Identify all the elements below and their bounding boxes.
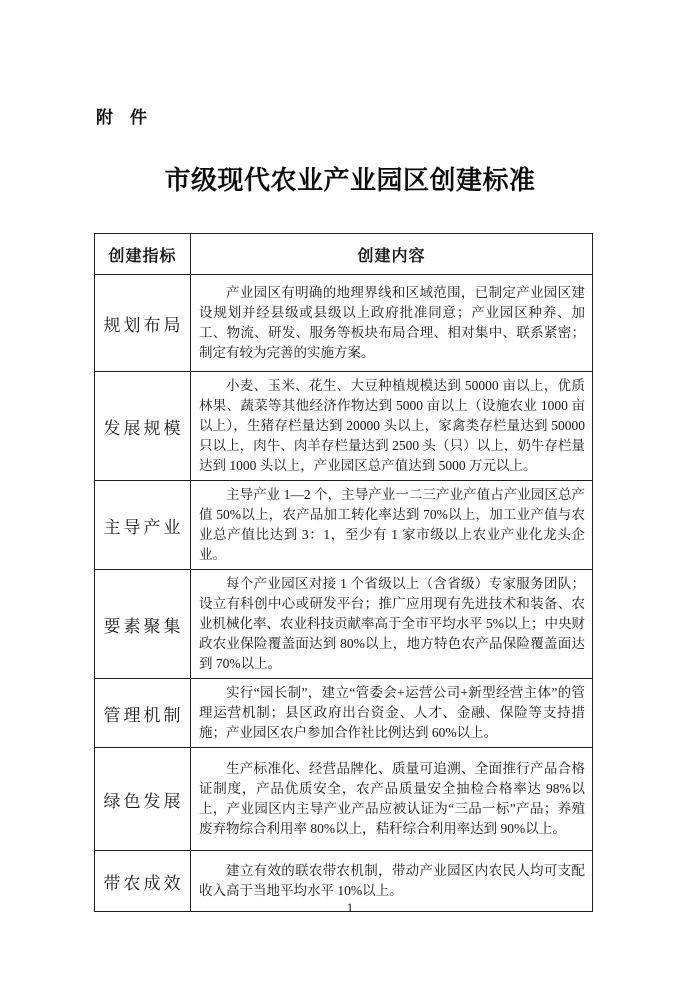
page-title: 市级现代农业产业园区创建标准 (164, 166, 536, 195)
table-row (95, 679, 593, 748)
content-cell: 每个产业园区对接 1 个省级以上（含省级）专家服务团队；设立有科创中心或研发平台；推广应用现有先进技术和装备、农业机械化率、农业科技贡献率高于全市平均水平 5%以上；中央财政农业保险覆盖面达到 80%以上，地方特色农产品保险覆盖面达到 70%以上。 (191, 570, 593, 679)
content-cell: 主导产业 1—2 个，主导产业一二三产业产值占产业园区总产值 50%以上，农产品加工转化率达到 70%以上，加工业产值与农业总产值比达到 3：1，至少有 1 家市级以上农业产业化龙头企业。 (191, 481, 593, 570)
standards-table (94, 233, 593, 912)
content-cell: 生产标准化、经营品牌化、质量可追溯、全面推行产品合格证制度，产品优质安全，农产品质量安全抽检合格率达 98%以上，产业园区内主导产业产品应被认证为“三品一标”产品；养殖废弃物综合利用率 80%以上，秸秆综合利用率达到 90%以上。 (191, 748, 593, 851)
content-cell: 产业园区有明确的地理界线和区域范围，已制定产业园区建设规划并经县级或县级以上政府批准同意；产业园区种养、加工、物流、研发、服务等板块布局合理、相对集中、联系紧密；制定有较为完善的实施方案。 (191, 275, 593, 372)
column-header-indicator: 创建指标 (95, 234, 191, 275)
content-cell: 建立有效的联农带农机制，带动产业园区内农民人均可支配收入高于当地平均水平 10%以上。 (191, 851, 593, 912)
table-row (95, 275, 593, 372)
indicator-cell: 要素聚集 (95, 570, 191, 679)
table-row (95, 481, 593, 570)
indicator-cell: 发展规模 (95, 372, 191, 481)
table-header-row (95, 234, 593, 275)
attachment-label: 附 件 (96, 108, 147, 127)
column-header-content: 创建内容 (191, 234, 593, 275)
content-cell: 小麦、玉米、花生、大豆种植规模达到 50000 亩以上，优质林果、蔬菜等其他经济作物达到 5000 亩以上（设施农业 1000 亩以上），生猪存栏量达到 20000 头以上，家禽类存栏量达到 50000 只以上，肉牛、肉羊存栏量达到 2500 头（只）以上，奶牛存栏量达到 1000 头以上，产业园区总产值达到 5000 万元以上。 (191, 372, 593, 481)
indicator-cell: 主导产业 (95, 481, 191, 570)
indicator-cell: 规划布局 (95, 275, 191, 372)
table-row (95, 372, 593, 481)
content-cell: 实行“园长制”，建立“管委会+运营公司+新型经营主体”的管理运营机制；县区政府出台资金、人才、金融、保险等支持措施；产业园区农户参加合作社比例达到 60%以上。 (191, 679, 593, 748)
table-row (95, 570, 593, 679)
indicator-cell: 管理机制 (95, 679, 191, 748)
table-row (95, 748, 593, 851)
page-number: 1 (346, 900, 354, 915)
indicator-cell: 绿色发展 (95, 748, 191, 851)
indicator-cell: 带农成效 (95, 851, 191, 912)
